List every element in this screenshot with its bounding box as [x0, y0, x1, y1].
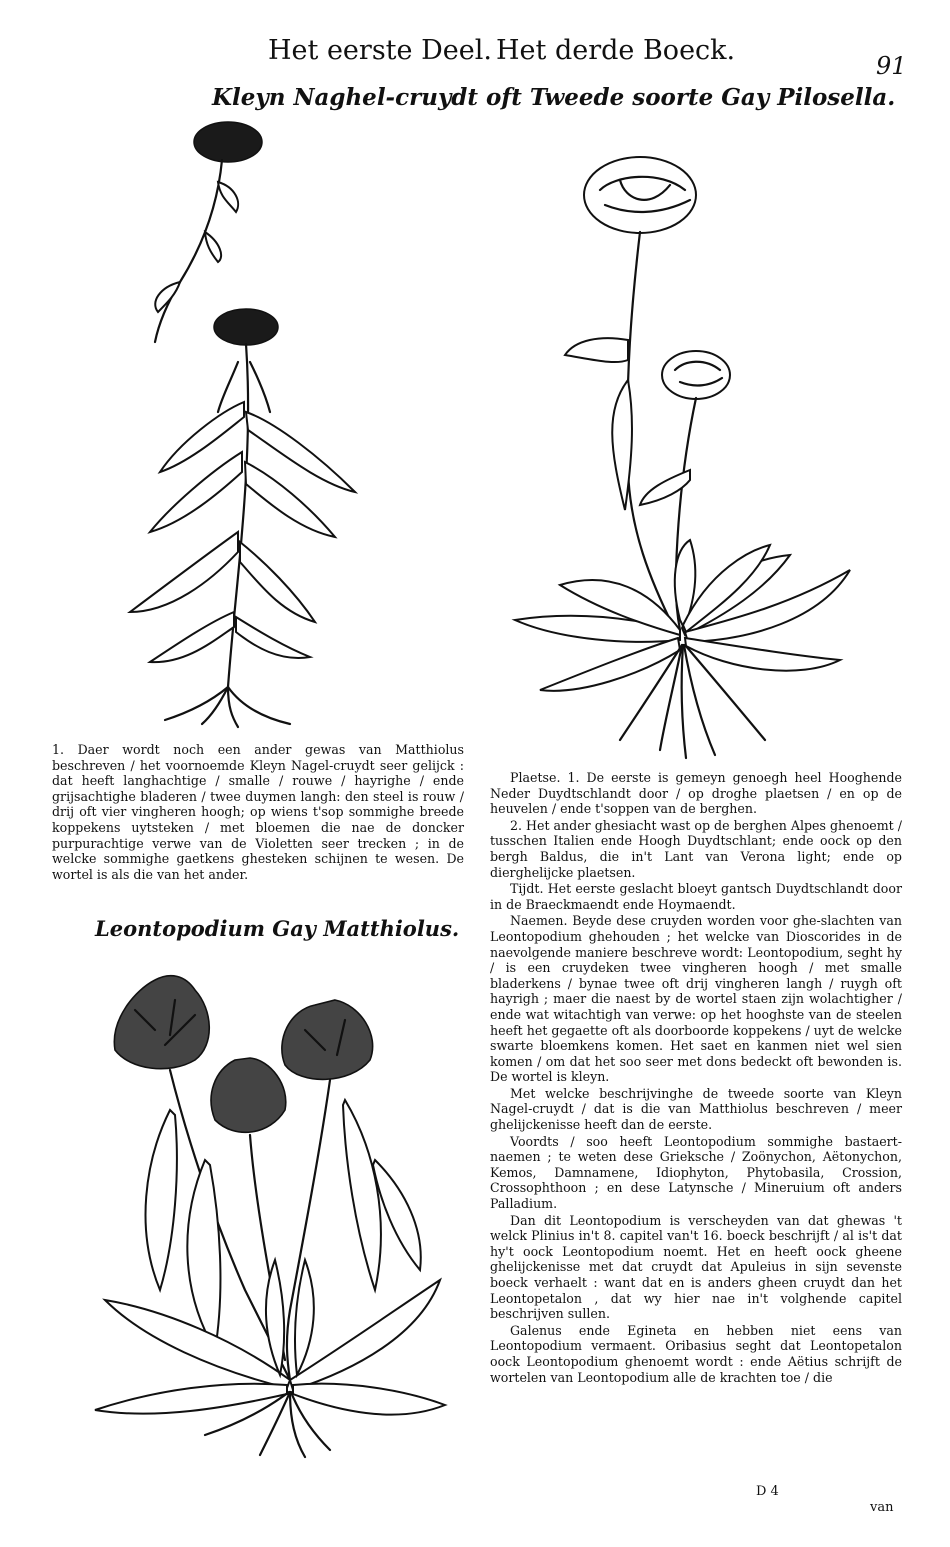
paragraph-dan: Dan dit Leontopodium is verscheyden van dat ghewas 't welck Plinius in't 8. capitel van't 16. boeck beschrijft / al is't dat hy't oock Leontopodium noemt. Het en heeft oock gheene ghelijckenisse met dat cruydt dat Apuleius in sijn sevenste boeck verhaelt : want dat en is anders gheen cruydt dan het Leontopetalon , dat wy hier nae in't volghende capitel beschrijven sullen.: [490, 1212, 902, 1322]
paragraph-tijdt: Tijdt. Het eerste geslacht bloeyt gantsch Duydtschlandt door in de Braeckmaendt ende Hoymaendt.: [490, 881, 902, 912]
paragraph-voordts: Voordts / soo heeft Leontopodium sommighe bastaert-naemen ; te weten dese Grieksche / Zoönychon, Aëtonychon, Kemos, Damnamene, Idiophyton, Phytobasila, Crossion, Crossophthoon ; en dese Latynsche / Mineruium oft anders Palladium.: [490, 1133, 902, 1212]
section-title-leontopodium: Leontopodium Gay Matthiolus.: [95, 916, 460, 941]
page-number: 91: [876, 52, 907, 80]
paragraph-plaetse-2: 2. Het ander ghesiacht wast op de berghen Alpes ghenoemt / tusschen Italien ende Hoogh Duydtschlant; ende oock op den bergh Baldus, die in't Lant van Verona light; ende op dierghelijcke plaetsen.: [490, 817, 902, 880]
running-head-left: Het eerste Deel.: [268, 35, 492, 66]
right-column: [490, 770, 902, 1386]
paragraph-naemen: Naemen. Beyde dese cruyden worden voor ghe-slachten van Leontopodium ghehouden ; het welcke van Dioscorides in de naevolgende maniere beschreve wordt: Leontopodium, seght hy / is een cruydeken twee vingheren hoogh / met smalle bladerkens / bynae twee oft drij vingheren langh / ruygh oft hayrigh ; maer die naest by de wortel staen zijn wolachtigher / ende wat witachtigh van verwe: op het hooghste van de steelen heeft het gegaette oft als doorboorde koppekens / uyt de welcke swarte bloemkens komen. Het saet en kanmen niet wel sien komen / om dat het soo seer met dons bedeckt oft bewonden is. De wortel is kleyn.: [490, 913, 902, 1085]
paragraph-beschrijvinghe: Met welcke beschrijvinghe de tweede soorte van Kleyn Nagel-cruydt / dat is die van Matthiolus beschreven / meer ghelijckenisse heeft dan de eerste.: [490, 1085, 902, 1133]
plant-subtitle: Kleyn Naghel-cruydt oft Tweede soorte Gay Pilosella.: [212, 84, 896, 111]
plant-illustration-leontopodium: [75, 960, 455, 1460]
plant-illustration-top-left: [110, 112, 390, 732]
left-paragraph-1: 1. Daer wordt noch een ander gewas van Matthiolus beschreven / het voornoemde Kleyn Nagel-cruydt seer gelijck : dat heeft langhachtige / smalle / rouwe / hayrighe / ende grijsachtighe bladeren / twee duymen langh: den steel is rouw / drij oft vier vingheren hoogh; op wiens t'sop sommighe breede koppekens uytsteken / met bloemen die nae de doncker purpurachtige verwe van de Violetten seer trecken ; in de welcke sommighe gaetkens ghesteken schijnen te wesen. De wortel is als die van het ander.: [52, 742, 464, 882]
running-head-right: Het derde Boeck.: [496, 35, 736, 66]
paragraph-galenus: Galenus ende Egineta en hebben niet eens van Leontopodium vermaent. Oribasius seght dat Leontopetalon oock Leontopodium ghenoemt wordt : ende Aëtius schrijft de wortelen van Leontopodium alle de krachten toe / die: [490, 1322, 902, 1385]
paragraph-plaetse: Plaetse. 1. De eerste is gemeyn genoegh heel Hooghende Neder Duydtschlandt door / op droghe plaetsen / en op de heuvelen / ende t'soppen van de berghen.: [490, 770, 902, 817]
signature-mark: D 4: [756, 1484, 779, 1499]
catchword: van: [870, 1500, 894, 1515]
plant-illustration-top-right: [500, 150, 870, 760]
